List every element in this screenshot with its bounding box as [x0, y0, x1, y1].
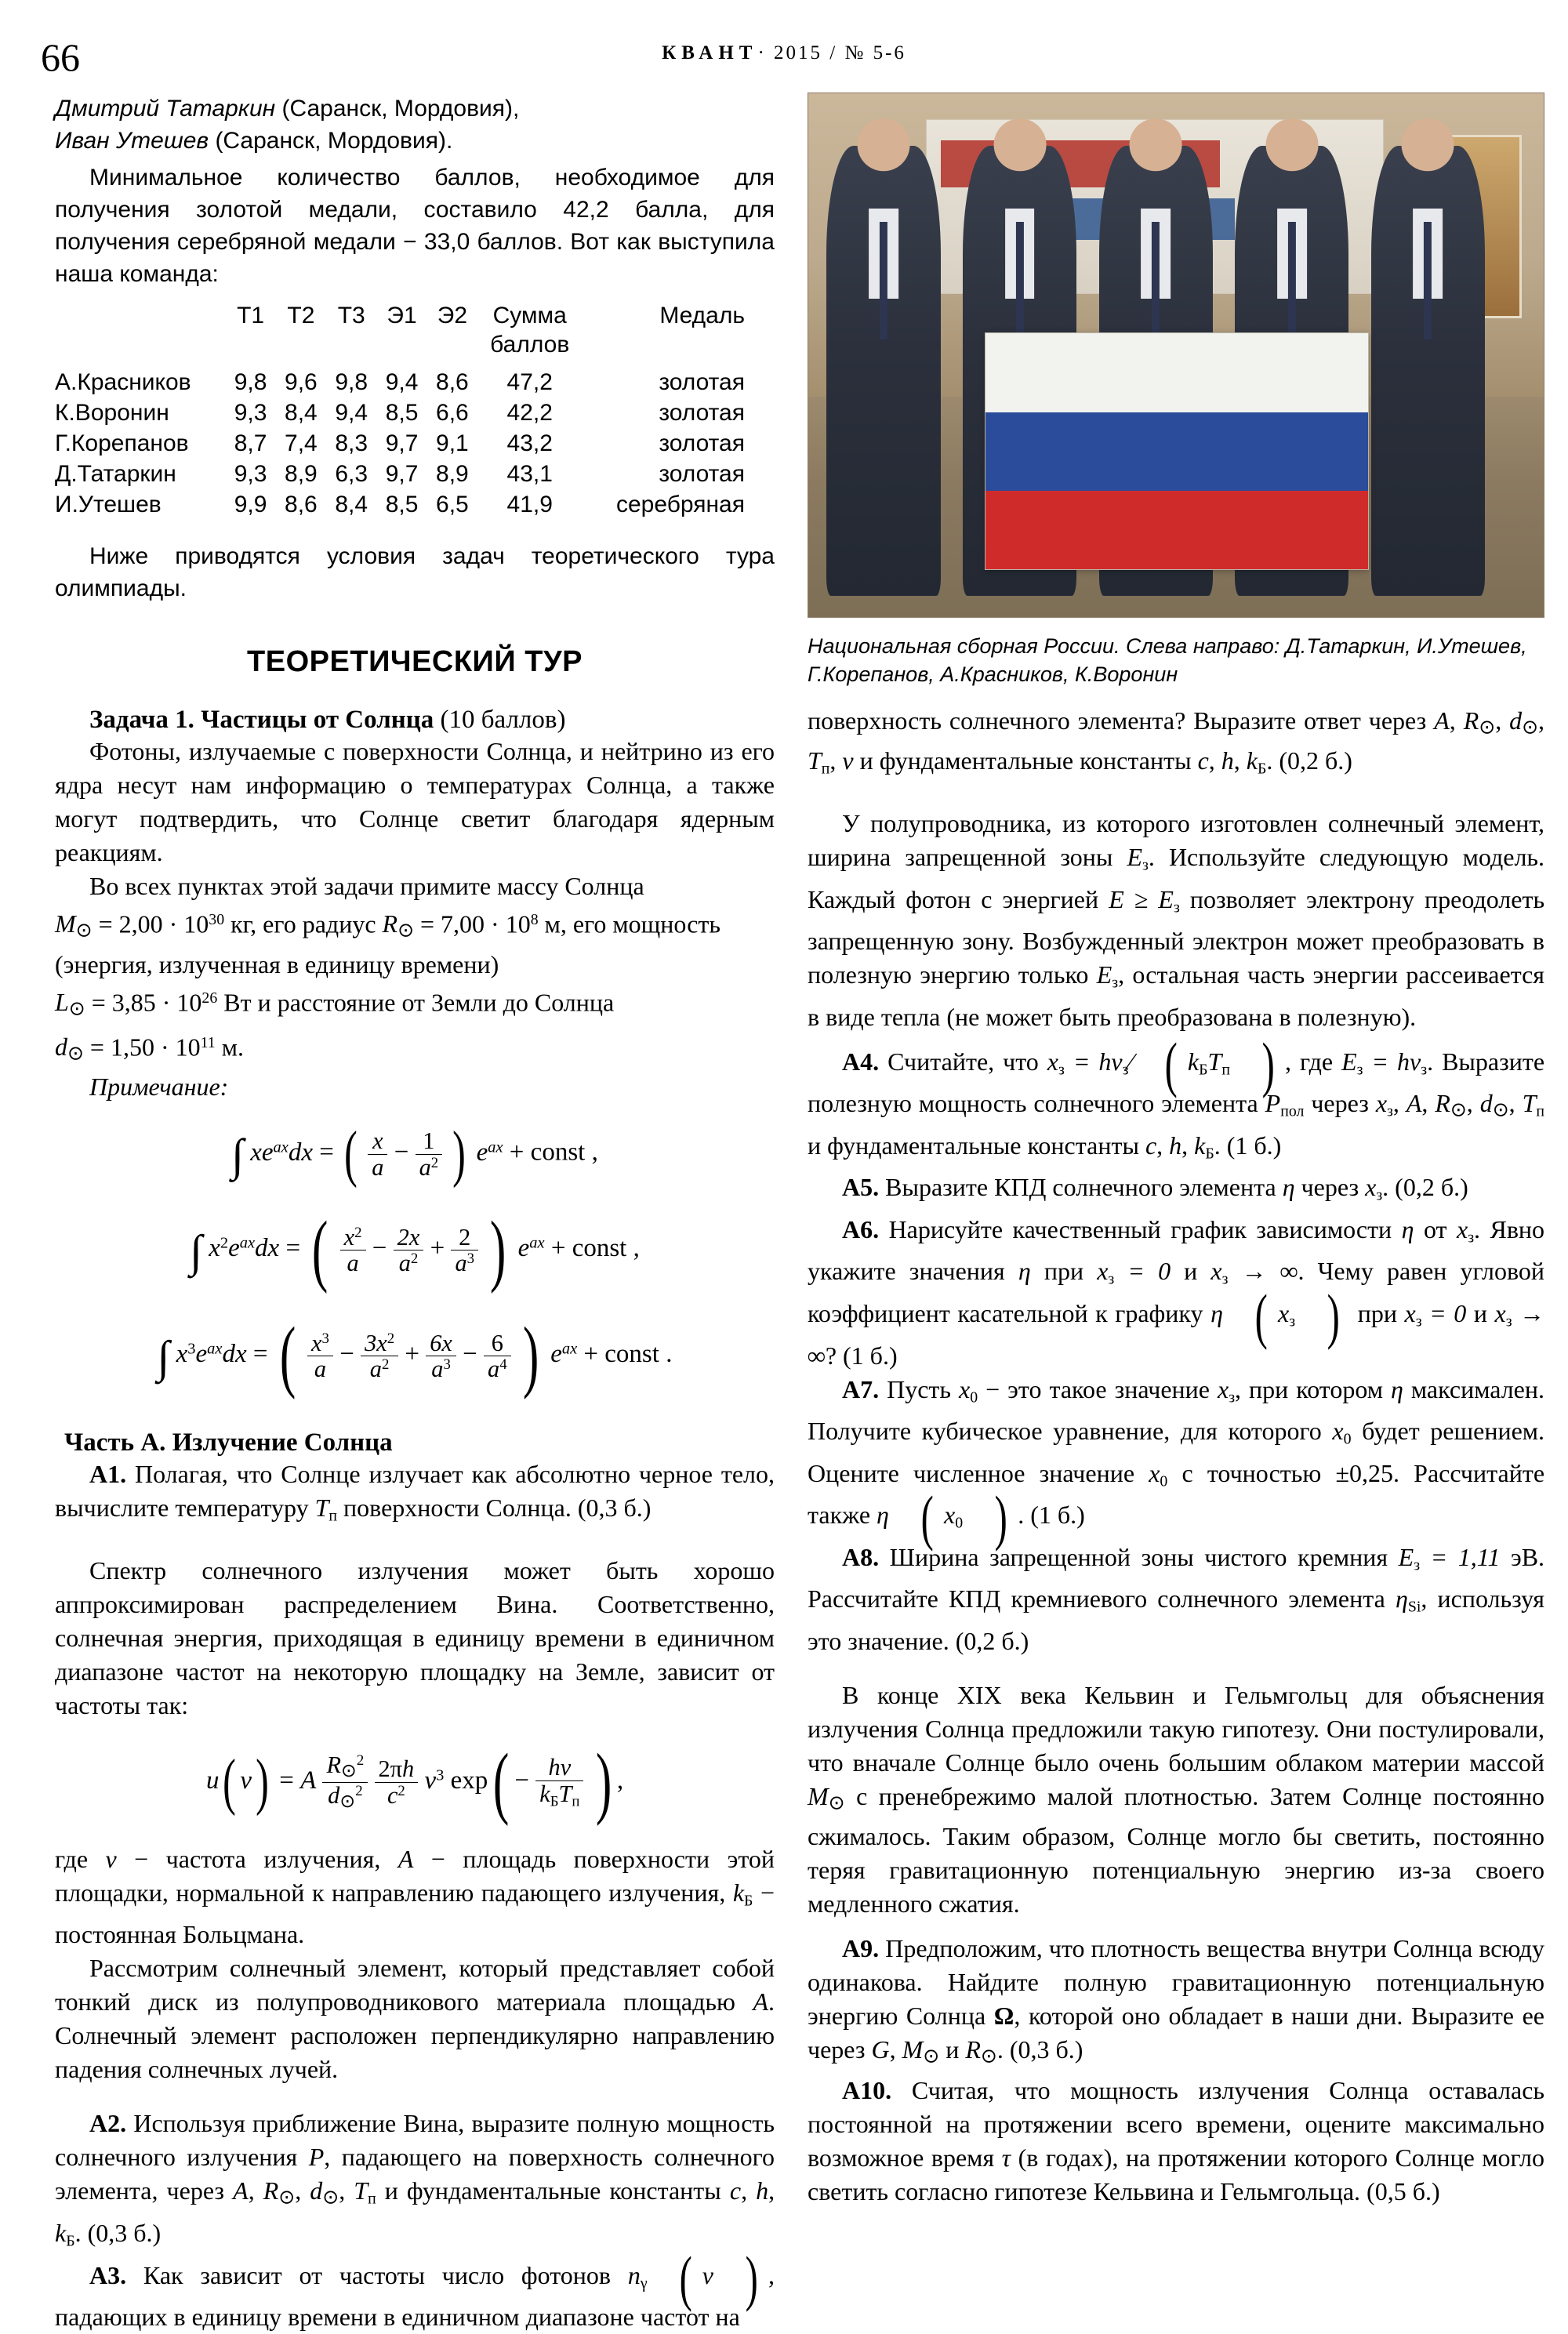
- unit-d-sun: м.: [221, 1032, 244, 1061]
- task1-constants-line-mass: M⊙ = $2,00 \cdot 10^{30}$ кг, его радиус R⊙ = $7,00 \cdot 10^8$ м, его мощность (энергия, излученная в единицу времени): [55, 909, 720, 978]
- symbol-h: h: [1169, 1131, 1182, 1160]
- symbol-M-sun: M⊙: [902, 2035, 940, 2067]
- cell-e1: 9,7: [385, 430, 419, 456]
- col-head-sum-line1: Сумма: [492, 303, 567, 329]
- where-paragraph: [55, 1842, 775, 1952]
- semicond-text-4: , остальная часть энергии рассеивается в виде тепла (не может быть преобразована в полезную).: [808, 960, 1545, 1031]
- a6-text-7: при: [1357, 1298, 1397, 1327]
- symbol-eta: η: [1391, 1374, 1403, 1403]
- a9-text-2: , которой оно обладает в наши дни. Выразите ее через: [808, 2002, 1545, 2064]
- symbol-eta-Si: $\eta_{Si}$: [1395, 1584, 1421, 1616]
- task1-constants-line-lum: L⊙ = $3,85 \cdot 10^{26}$ Вт и расстояние от Земли до Солнца: [55, 988, 615, 1020]
- tolerance-value: ±0,25: [1335, 1458, 1394, 1487]
- a1-text-2: поверхности Солнца.: [343, 1494, 572, 1523]
- cell-name: Г.Корепанов: [55, 430, 189, 456]
- a6-text-5: и: [1184, 1257, 1198, 1286]
- task1-constants-line-dist: d⊙ = $1,50 \cdot 10^{11}$ м.: [55, 1032, 244, 1065]
- symbol-R-sun: R⊙: [1463, 706, 1496, 739]
- solar-cell-paragraph: [55, 1951, 775, 2086]
- symbol-d-sun: d⊙: [1509, 706, 1539, 739]
- cell-name: И.Утешев: [55, 492, 162, 517]
- flag-stripe-white: [985, 333, 1368, 412]
- kelvin-paragraph: [808, 1679, 1544, 1921]
- author-entry: [55, 93, 775, 125]
- a3-continuation: поверхность солнечного элемента? Выразите ответ через A, R⊙, d⊙, $T_п$, ν и фундаментальные константы c, h, $k_Б$. (0,2 б.): [808, 706, 1545, 779]
- cell-e1: 8,5: [385, 492, 419, 517]
- team-photo: [808, 93, 1544, 618]
- symbol-T-p: $T_п$: [1522, 1089, 1545, 1120]
- cell-e1: 9,4: [385, 369, 419, 395]
- integral-sign-icon: ∫: [190, 1227, 202, 1277]
- cell-sum: 42,2: [506, 400, 553, 426]
- photo-head: [1402, 118, 1454, 171]
- value-L-sun: 3,85 · 10: [111, 988, 202, 1017]
- a7-label: А7.: [842, 1374, 880, 1403]
- task1-heading: [55, 706, 775, 735]
- a1-text-1: Полагая, что Солнце излучает как абсолютно черное тело, вычислите температуру: [55, 1460, 775, 1523]
- cell-t3: 9,4: [335, 400, 368, 426]
- symbol-x-0: $x_0$: [1149, 1458, 1168, 1490]
- cell-t1: 8,7: [234, 430, 267, 456]
- value-R-sun: 7,00 · 10: [441, 909, 531, 938]
- symbol-R-sun: R⊙: [965, 2035, 997, 2067]
- wien-paragraph: Спектр солнечного излучения может быть хорошо аппроксимирован распределением Вина. Соответственно, солнечная энергия, приходящая в единицу времени в единичном диапазоне частот на некоторую площадку на Земле, зависит от частоты так:: [55, 1555, 775, 1719]
- a9-text-1: Предположим, что плотность вещества внутри Солнца всюду одинакова. Найдите полную гравитационную потенциальную энергию Солнца: [808, 1934, 1545, 2031]
- russian-flag: [985, 332, 1369, 570]
- a6-text-6: . Чему равен угловой коэффициент касательной к графику: [808, 1257, 1544, 1327]
- a8-text-2: эВ. Рассчитайте КПД кремниевого солнечного элемента: [808, 1542, 1545, 1613]
- semiconductor-paragraph: [808, 807, 1544, 1034]
- col-head-t1: Т1: [237, 303, 265, 329]
- item-a9: А9. Предположим, что плотность вещества внутри Солнца всюду одинакова. Найдите полную гравитационную потенциальную энергию Солнца Ω, которой оно обладает в наши дни. Выразите ее через G, M⊙ и R⊙. (0,3 б.): [808, 1934, 1545, 2067]
- inequality-E-ge-Ez: $E \ge E_з$: [1109, 884, 1180, 917]
- a1-points: (0,3 б.): [577, 1494, 652, 1523]
- symbol-d-sun: d⊙: [55, 1032, 84, 1065]
- a3-cont-text-1: поверхность солнечного элемента? Выразите ответ через: [808, 706, 1427, 735]
- symbol-A: A: [1434, 706, 1450, 735]
- note-label: [55, 1070, 775, 1104]
- symbol-P: P: [308, 2143, 325, 2172]
- symbol-eta: η: [1282, 1173, 1295, 1202]
- col-head-e2: Э2: [437, 303, 467, 329]
- right-column: [808, 704, 1544, 2209]
- formula-xz-def: $x_з$ = $h\nu_з⁄$ ( $k_БT_п$ ): [1047, 1029, 1275, 1098]
- author-name: Иван Утешев: [55, 128, 209, 154]
- cell-t3: 8,3: [335, 430, 368, 456]
- a8-text-3: , используя это значение.: [808, 1584, 1545, 1655]
- symbol-eta: η: [1018, 1257, 1031, 1286]
- symbol-T-p: $T_п$: [808, 746, 830, 779]
- item-a8: [808, 1541, 1544, 1658]
- item-a10: [808, 2074, 1544, 2209]
- symbol-A: A: [233, 2176, 249, 2205]
- a6-text-8: и: [1473, 1298, 1487, 1327]
- a7-text-6: с точностью: [1181, 1458, 1322, 1487]
- cell-e2: 8,6: [436, 369, 469, 395]
- integral-sign-icon: ∫: [231, 1131, 244, 1181]
- a2-label: А2.: [89, 2109, 127, 2138]
- wien-formula: u( ν) = A $\frac{R⊙^2}{d⊙^2}$ $\frac{2\pi h}{c^2}$ $\nu^3$ exp( − $\frac{h\nu}{k_БT_п}$ ) ,: [205, 1737, 624, 1827]
- a7-points: (1 б.): [1030, 1501, 1085, 1530]
- a7-text-3: , при котором: [1235, 1374, 1383, 1403]
- authors-list: [55, 93, 775, 157]
- team-photo-wrap: [808, 93, 1544, 618]
- condition-xz-zero: $x_з = 0$: [1097, 1257, 1171, 1288]
- a7-text-7: . Рассчитайте также: [808, 1458, 1545, 1530]
- cell-sum: 43,1: [506, 461, 553, 487]
- author-name: Дмитрий Татаркин: [55, 96, 276, 122]
- note-label-text: Примечание:: [89, 1073, 229, 1102]
- item-a6: [808, 1213, 1544, 1373]
- unit-R-sun: м, его мощность (энергия, излученная в единицу времени): [55, 909, 720, 978]
- table-row: [55, 489, 745, 520]
- photo-caption: Национальная сборная России. Слева направо: Д.Татаркин, И.Утешев, Г.Корепанов, А.Красников, К.Воронин: [808, 634, 1527, 686]
- a4-points: (1 б.): [1226, 1131, 1282, 1160]
- symbol-k-B: $k_Б$: [55, 2219, 75, 2250]
- item-a1: [55, 1457, 775, 1534]
- flag-stripe-blue: [985, 412, 1368, 491]
- table-row: [55, 428, 745, 459]
- symbol-R-sun: R⊙: [1435, 1089, 1467, 1121]
- a9-label: А9.: [842, 1934, 880, 1963]
- cell-sum: 43,2: [506, 430, 553, 456]
- item-a5: А5. Выразите КПД солнечного элемента η через $x_з$. (0,2 б.): [842, 1173, 1468, 1204]
- a3-cont-text-2: и фундаментальные константы: [859, 746, 1192, 775]
- a3-label: А3.: [89, 2260, 127, 2289]
- cell-medal: серебряная: [616, 492, 745, 517]
- photo-head: [1265, 118, 1318, 171]
- a5-text-2: через: [1301, 1173, 1359, 1202]
- symbol-k-B: $k_Б$: [1194, 1131, 1214, 1163]
- a10-points: (0,5 б.): [1367, 2176, 1440, 2205]
- cell-medal: золотая: [659, 461, 745, 487]
- value-d-sun: 1,50 · 10: [110, 1032, 201, 1061]
- symbol-T-p: $T_п$: [314, 1494, 338, 1525]
- value-M-sun: 2,00 · 10: [118, 909, 209, 938]
- a4-label: А4.: [842, 1047, 880, 1076]
- cell-e2: 6,6: [436, 400, 469, 426]
- symbol-eta: η: [1401, 1214, 1414, 1243]
- formula-Ez-def: $E_з = h\nu_з$: [1341, 1047, 1428, 1079]
- integral-formula-1: ∫ $xe^{ax}dx$ = ( $\frac{x}{a}$ − $\frac{1}{a^2}$ ) $e^{ax}$ + const ,: [231, 1119, 598, 1189]
- cell-t1: 9,3: [234, 461, 267, 487]
- condition-xz-zero: $x_з = 0$: [1404, 1298, 1467, 1330]
- symbol-G: G: [871, 2035, 890, 2064]
- integral-formula-2: ∫ $x^2e^{ax}dx$ = ( $\frac{x^2}{a}$ − $\frac{2x}{a^2}$ + $\frac{2}{a^3}$ ) $e^{ax}$ + const ,: [190, 1206, 640, 1295]
- cell-t1: 9,9: [234, 492, 267, 517]
- cell-e2: 9,1: [436, 430, 469, 456]
- a6-label: А6.: [842, 1214, 880, 1243]
- integral-formula-3: ∫ $x^3e^{ax}dx$ = ( $\frac{x^3}{a}$ − $\frac{3x^2}{a^2}$ + $\frac{6x}{a^3}$ − $\frac{6}{a^4}$ ) $e^{ax}$ + const .: [157, 1312, 673, 1401]
- task1-constants-intro: Во всех пунктах этой задачи примите массу Солнца: [89, 872, 644, 900]
- cell-e1: 9,7: [385, 461, 419, 487]
- symbol-k-B: $k_Б$: [1246, 746, 1267, 779]
- symbol-d-sun: d⊙: [1479, 1089, 1509, 1121]
- exp-L-sun: 26: [201, 989, 218, 1007]
- symbol-L-sun: L⊙: [55, 988, 85, 1020]
- a6-text-4: при: [1044, 1257, 1084, 1286]
- a2-text-2: , падающего на поверхность солнечного элемента, через: [55, 2143, 775, 2205]
- a4-text-3: . Выразите полезную мощность солнечного элемента: [808, 1047, 1545, 1118]
- cell-t2: 8,6: [285, 492, 318, 517]
- exp-d-sun: 11: [200, 1033, 216, 1051]
- photo-head: [993, 118, 1046, 171]
- a10-label: А10.: [842, 2075, 892, 2104]
- where-text-1: где: [55, 1844, 89, 1873]
- a8-points: (0,2 б.): [955, 1626, 1029, 1655]
- a2-text-1: Используя приближение Вина, выразите полную мощность солнечного излучения: [55, 2109, 775, 2172]
- cell-e2: 6,5: [436, 492, 469, 517]
- symbol-c: c: [1197, 746, 1209, 775]
- kelvin-text-1: В конце XIX века Кельвин и Гельмгольц для объяснения излучения Солнца предложили такую гипотезу. Они постулировали, что вначале Солнце было очень большим облаком материи массой: [808, 1680, 1544, 1777]
- photo-person-5: [1371, 146, 1485, 596]
- where-text-4: − постоянная Больцмана.: [55, 1878, 775, 1949]
- photo-tie: [1288, 222, 1296, 339]
- symbol-x-0: $x_0$: [1332, 1417, 1352, 1448]
- cell-t2: 7,4: [285, 430, 318, 456]
- function-eta-xz: η ( $x_з$ ): [1210, 1282, 1340, 1351]
- cell-t2: 8,9: [285, 461, 318, 487]
- a4-text-1: Считайте, что: [887, 1047, 1039, 1076]
- header-separator: ·: [757, 42, 768, 64]
- flag-stripe-red: [985, 491, 1368, 569]
- function-eta-x0: η ( $x_0$ ): [877, 1483, 1007, 1552]
- symbol-tau: τ: [1001, 2143, 1011, 2172]
- a7-text-1: Пусть: [887, 1374, 951, 1403]
- a1-label: А1.: [89, 1460, 127, 1489]
- semicond-text-2: . Используйте следующую модель. Каждый фотон с энергией: [808, 843, 1545, 913]
- photo-person-1: [826, 146, 940, 596]
- symbol-E-z: $E_з$: [1127, 843, 1149, 874]
- a5-points: (0,2 б.): [1395, 1173, 1468, 1202]
- photo-tie: [1016, 222, 1024, 339]
- a7-text-4: максимален. Получите кубическое уравнение, для которого: [808, 1374, 1544, 1446]
- cell-t3: 6,3: [335, 461, 368, 487]
- cell-name: Д.Татаркин: [55, 461, 176, 487]
- cell-t1: 9,3: [234, 400, 267, 426]
- symbol-omega: Ω: [993, 2002, 1014, 2031]
- symbol-nu: ν: [105, 1844, 117, 1873]
- table-row: [55, 359, 745, 397]
- a10-text-2: (в годах), на протяжении которого Солнце могло светить согласно гипотезе Кельвина и Гельмгольца.: [808, 2143, 1545, 2205]
- a5-label: А5.: [842, 1173, 880, 1202]
- photo-head: [858, 118, 910, 171]
- symbol-x-z: $x_з$: [1456, 1214, 1475, 1247]
- issue-label: 2015 / № 5-6: [774, 42, 906, 64]
- a6-text-1: Нарисуйте качественный график зависимости: [888, 1214, 1392, 1243]
- a3-text-1: Как зависит от частоты число фотонов: [143, 2260, 612, 2289]
- a6-text-2: от: [1423, 1214, 1447, 1243]
- symbol-c: c: [729, 2176, 742, 2205]
- author-city: (Саранск, Мордовия),: [281, 96, 520, 122]
- symbol-T-p: $T_п$: [354, 2176, 376, 2209]
- symbol-A: A: [753, 1987, 769, 2016]
- cell-t3: 9,8: [335, 369, 368, 395]
- cell-t2: 9,6: [285, 369, 318, 395]
- cell-t1: 9,8: [234, 369, 267, 395]
- a10-text-1: Считая, что мощность излучения Солнца оставалась постоянной на протяжении всего времени, оцените максимально возможное время: [808, 2075, 1545, 2172]
- cell-t3: 8,4: [335, 492, 368, 517]
- task1-paragraph-1: Фотоны, излучаемые с поверхности Солнца, и нейтрино из его ядра несут нам информацию о температурах Солнца, а также могут подтвердить, что Солнце светит благодаря ядерным реакциям.: [55, 737, 775, 866]
- item-a3: А3. Как зависит от частоты число фотонов $n_\gamma$ ( ν ) , падающих в единицу времени в единичном диапазоне частот на: [55, 2243, 775, 2332]
- photo-tie: [880, 222, 887, 339]
- author-city: (Саранск, Мордовия).: [215, 128, 453, 154]
- item-a4: А4. Считайте, что $x_з$ = $h\nu_з⁄$ ( $k_БT_п$ ) , где $E_з = h\nu_з$. Выразите полезную мощность солнечного элемента $P_{пол}$ через $x_з$, A, R⊙, d⊙, $T_п$ и фундаментальные константы c, h, $k_Б$. (1 б.): [808, 1029, 1545, 1163]
- symbol-M-sun: M⊙: [808, 1781, 845, 1814]
- cell-t2: 8,4: [285, 400, 318, 426]
- col-head-sum: [477, 301, 582, 359]
- symbol-nu: ν: [842, 746, 854, 775]
- a2-text-3: и фундаментальные константы: [384, 2176, 721, 2205]
- tour-heading: ТЕОРЕТИЧЕСКИЙ ТУР: [247, 645, 583, 678]
- symbol-A: A: [1406, 1089, 1422, 1118]
- symbol-h: h: [1221, 746, 1234, 775]
- after-table-paragraph: Ниже приводятся условия задач теоретического тура олимпиады.: [55, 543, 775, 601]
- cell-sum: 47,2: [506, 369, 553, 395]
- cell-name: А.Красников: [55, 369, 191, 395]
- symbol-M-sun: M⊙: [55, 909, 93, 942]
- a4-text-5: и фундаментальные константы: [808, 1131, 1139, 1160]
- cell-medal: золотая: [659, 430, 745, 456]
- integral-sign-icon: ∫: [157, 1333, 170, 1383]
- condition-xz-inf: $x_з$ → ∞: [808, 1298, 1545, 1370]
- cell-e2: 8,9: [436, 461, 469, 487]
- a4-text-4: через: [1311, 1089, 1369, 1118]
- author-entry: [55, 125, 775, 157]
- a3-text-2: , падающих в единицу времени в единичном диапазоне частот на: [55, 2260, 775, 2332]
- left-column: [55, 93, 775, 2334]
- a9-points: (0,3 б.): [1009, 2035, 1083, 2064]
- part-a-heading: Часть А. Излучение Солнца: [64, 1428, 393, 1457]
- running-head: [0, 42, 1568, 64]
- cell-text-2: . Солнечный элемент расположен перпендикулярно направлению падения солнечных лучей.: [55, 1987, 775, 2084]
- symbol-k-B: $k_Б$: [732, 1878, 753, 1910]
- symbol-h: h: [756, 2176, 769, 2205]
- col-head-sum-line2: баллов: [490, 332, 570, 358]
- cell-sum: 41,9: [506, 492, 553, 517]
- cell-medal: золотая: [659, 369, 745, 395]
- a8-label: А8.: [842, 1542, 880, 1571]
- task1-points: (10 баллов): [440, 706, 566, 734]
- col-head-t3: Т3: [337, 303, 365, 329]
- col-head-e1: Э1: [387, 303, 417, 329]
- symbol-n-gamma: $n_\gamma$: [627, 2260, 648, 2292]
- col-head-medal: Медаль: [659, 303, 745, 329]
- intro-paragraph: Минимальное количество баллов, необходимое для получения золотой медали, составило 42,2 балла, для получения серебряной медали − 33,0 баллов. Вот как выступила наша команда:: [55, 165, 775, 287]
- a7-text-2: − это такое значение: [985, 1374, 1210, 1403]
- formula-Ez-silicon: $E_з = 1,11$: [1398, 1542, 1501, 1574]
- semicond-text-3: позволяет электрону преодолеть запрещенную зону. Возбужденный электрон может преобразовать в полезную энергию только: [808, 884, 1545, 989]
- results-table: [55, 301, 745, 520]
- table-row: [55, 459, 745, 489]
- condition-xz-inf: $x_з$ → ∞: [1210, 1257, 1298, 1288]
- cell-medal: золотая: [659, 400, 745, 426]
- cell-e1: 8,5: [385, 400, 419, 426]
- a2-points: (0,3 б.): [87, 2219, 162, 2248]
- kelvin-text-2: с пренебрежимо малой плотностью. Затем Солнце постоянно сжималось. Таким образом, Солнце могло бы светить, постоянно теряя гравитационную потенциальную энергию из-за своего медленного сжатия.: [808, 1781, 1545, 1918]
- table-row: [55, 397, 745, 428]
- a3-points: (0,2 б.): [1279, 746, 1352, 775]
- a5-text-1: Выразите КПД солнечного элемента: [885, 1173, 1276, 1202]
- photo-head: [1130, 118, 1182, 171]
- unit-M-sun: кг, его радиус: [230, 909, 376, 938]
- exp-R-sun: 8: [530, 911, 539, 928]
- symbol-P-pol: $P_{пол}$: [1265, 1089, 1305, 1120]
- symbol-A: A: [397, 1844, 414, 1873]
- symbol-d-sun: d⊙: [310, 2176, 339, 2209]
- unit-L-sun: Вт и расстояние от Земли до Солнца: [223, 988, 615, 1017]
- semicond-text-1: У полупроводника, из которого изготовлен солнечный элемент, ширина запрещенной зоны: [808, 809, 1544, 872]
- cell-text-1: Рассмотрим солнечный элемент, который представляет собой тонкий диск из полупроводникового материала площадью: [55, 1954, 775, 2016]
- symbol-x-0: $x_0$: [959, 1374, 978, 1407]
- symbol-x-z: $x_з$: [1365, 1173, 1383, 1204]
- item-a2: А2. Используя приближение Вина, выразите полную мощность солнечного излучения P, падающего на поверхность солнечного элемента, через A, R⊙, d⊙, $T_п$ и фундаментальные константы c, h, $k_Б$. (0,3 б.): [55, 2109, 775, 2250]
- col-head-t2: Т2: [287, 303, 315, 329]
- magazine-title: КВАНТ: [662, 42, 758, 64]
- cell-name: К.Воронин: [55, 400, 169, 426]
- symbol-R-sun: R⊙: [382, 909, 414, 942]
- a4-text-2: , где: [1285, 1047, 1334, 1076]
- symbol-x-z: $x_з$: [1375, 1089, 1393, 1120]
- task1-paragraph-2: [55, 869, 775, 903]
- symbol-R-sun: R⊙: [263, 2176, 296, 2209]
- col-head-name: [55, 301, 225, 359]
- a6-text-3: . Явно укажите значения: [808, 1214, 1545, 1286]
- page-header: [0, 34, 1568, 82]
- a9-text-3: и: [946, 2035, 960, 2064]
- task1-label: Задача 1. Частицы от Солнца: [89, 706, 434, 734]
- symbol-E-z: $E_з$: [1096, 960, 1119, 992]
- symbol-c: c: [1145, 1131, 1157, 1160]
- a7-text-5: будет решением. Оцените численное значение: [808, 1417, 1545, 1487]
- table-header-row: [55, 301, 745, 359]
- symbol-x-z: $x_з$: [1218, 1374, 1236, 1407]
- photo-tie: [1424, 222, 1432, 339]
- photo-tie: [1152, 222, 1160, 339]
- a8-text-1: Ширина запрещенной зоны чистого кремния: [889, 1542, 1388, 1571]
- page-number: 66: [41, 35, 80, 79]
- item-a7: А7. Пусть $x_0$ − это такое значение $x_з$, при котором η максимален. Получите кубическое уравнение, для которого $x_0$ будет решением. Оцените численное значение $x_0$ с точностью ±0,25. Рассчитайте также η ( $x_0$ ) . (1 б.): [808, 1374, 1545, 1552]
- where-text-2: − частота излучения,: [134, 1844, 381, 1873]
- exp-M-sun: 30: [209, 911, 225, 928]
- a6-points: ? (1 б.): [825, 1341, 898, 1370]
- where-text-3: − площадь поверхности этой площадки, нормальной к направлению падающего излучения,: [55, 1844, 775, 1907]
